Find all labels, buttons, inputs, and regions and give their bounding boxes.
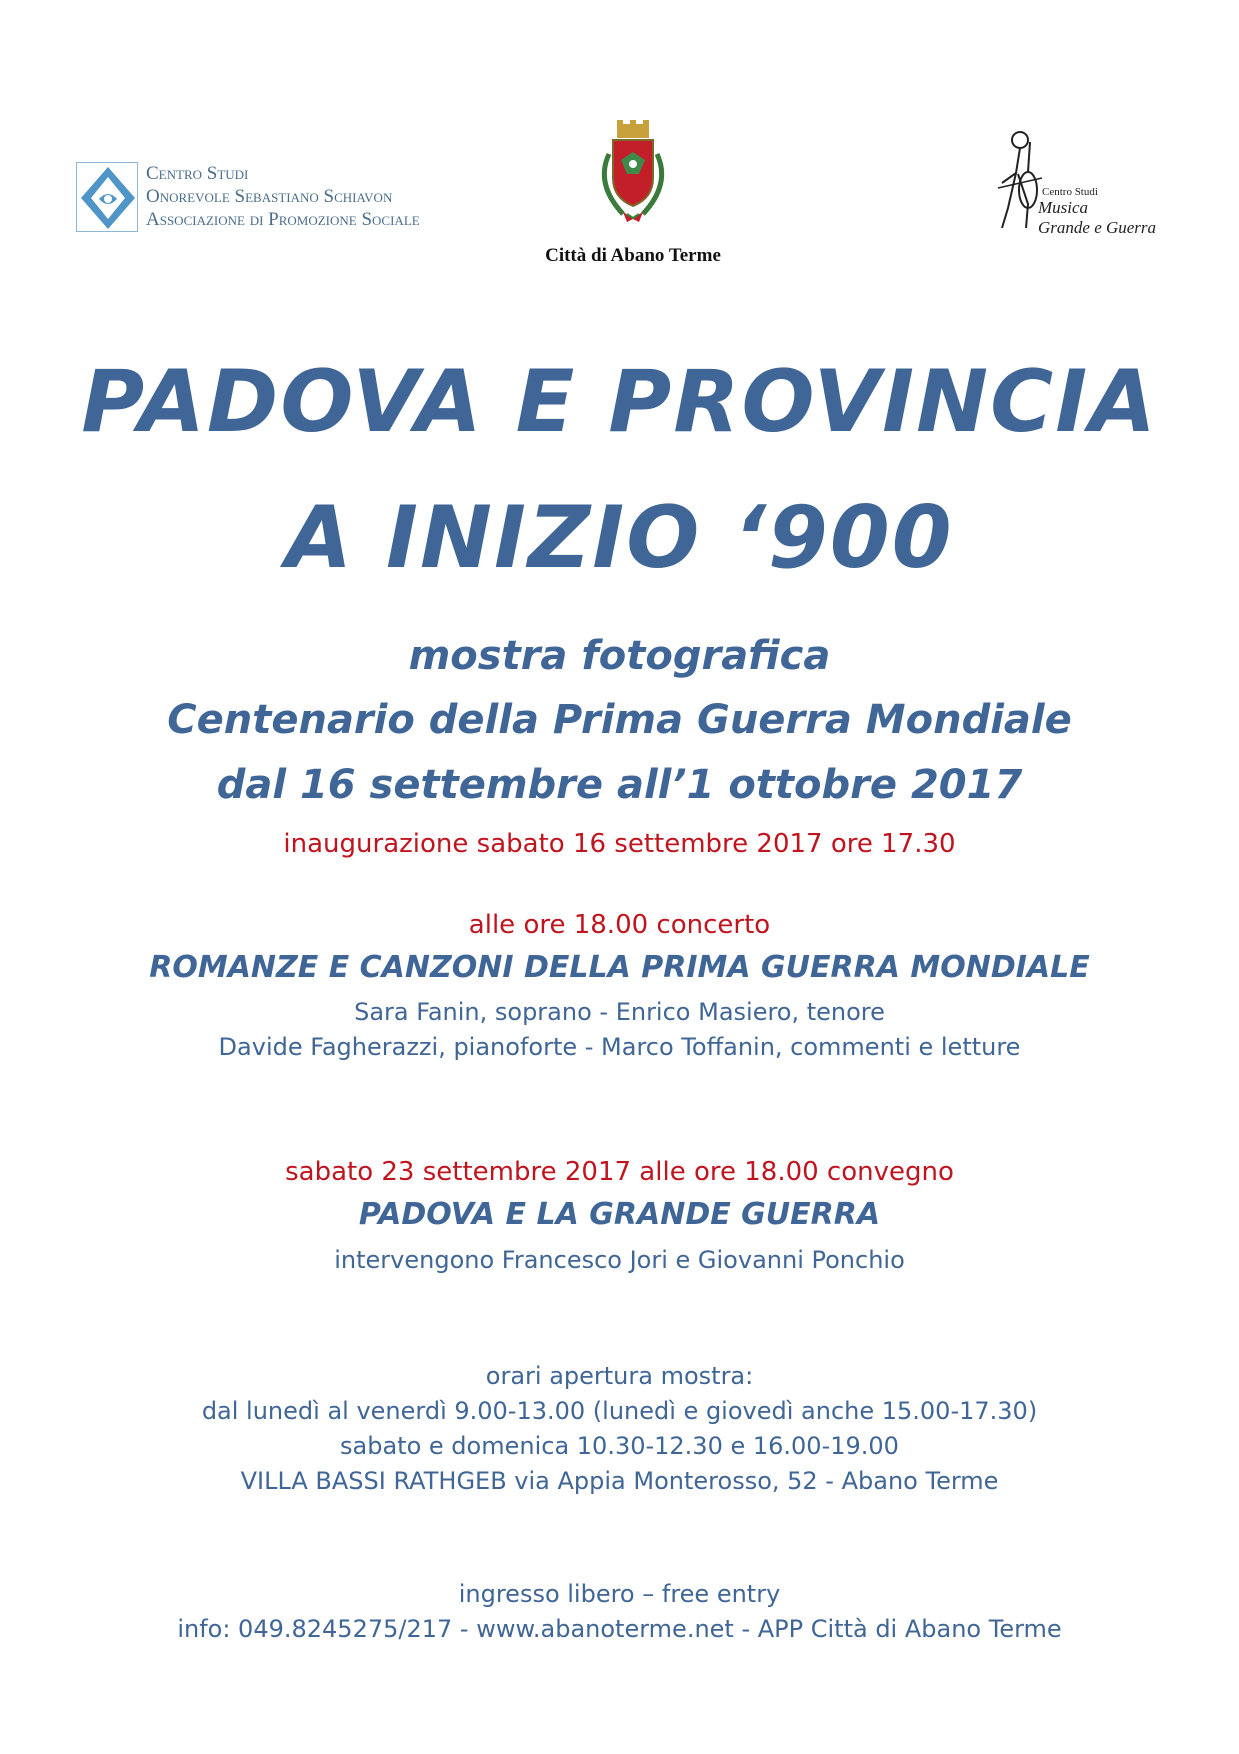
conference-title: PADOVA E LA GRANDE GUERRA (358, 1197, 881, 1232)
abano-terme-logo (518, 120, 748, 270)
logo-left-line2: Onorevole Sebastiano Schiavon (146, 186, 393, 207)
inauguration-line: inaugurazione sabato 16 settembre 2017 ore 17.30 (283, 829, 956, 859)
city-name: Città di Abano Terme (545, 245, 721, 266)
logo-left-line1: Centro Studi (146, 163, 249, 184)
concert-time: alle ore 18.00 concerto (468, 910, 771, 940)
musica-grande-guerra-logo (990, 128, 1157, 258)
coat-of-arms-icon (583, 120, 683, 230)
logo-left-line3: Associazione di Promozione Sociale (146, 209, 420, 230)
info-line: info: 049.8245275/217 - www.abanoterme.net - APP Città di Abano Terme (177, 1615, 1062, 1643)
title-line1: PADOVA E PROVINCIA (81, 352, 1158, 452)
hours-weekend: sabato e domenica 10.30-12.30 e 16.00-19.00 (340, 1432, 899, 1460)
conference-speakers: intervengono Francesco Jori e Giovanni Ponchio (334, 1246, 905, 1274)
subtitle-exhibition: mostra fotografica (408, 633, 831, 679)
hours-weekdays: dal lunedì al venerdì 9.00-13.00 (lunedì e giovedì anche 15.00-17.30) (201, 1397, 1038, 1425)
logo-right-line1: Musica (1038, 198, 1089, 217)
logo-right-line2: Grande e Guerra (1038, 218, 1157, 237)
entry-line: ingresso libero – free entry (458, 1580, 781, 1608)
logo-right-small: Centro Studi (1042, 186, 1098, 198)
concert-performers-2: Davide Fagherazzi, pianoforte - Marco Toffanin, commenti e letture (218, 1033, 1021, 1061)
subtitle-centenary: Centenario della Prima Guerra Mondiale (167, 697, 1072, 743)
conference-time: sabato 23 settembre 2017 alle ore 18.00 convegno (285, 1157, 954, 1187)
venue-address: VILLA BASSI RATHGEB via Appia Monterosso, 52 - Abano Terme (240, 1467, 999, 1495)
centro-studi-schiavon-logo (76, 162, 456, 237)
hours-heading: orari apertura mostra: (485, 1362, 754, 1390)
subtitle-dates: dal 16 settembre all’1 ottobre 2017 (216, 762, 1023, 808)
concert-title: ROMANZE E CANZONI DELLA PRIMA GUERRA MONDIALE (149, 950, 1090, 985)
diamond-emblem-icon (76, 162, 138, 232)
title-line2: A INIZIO ‘900 (285, 488, 954, 588)
concert-performers-1: Sara Fanin, soprano - Enrico Masiero, tenore (354, 998, 885, 1026)
header-logos (0, 0, 1239, 290)
